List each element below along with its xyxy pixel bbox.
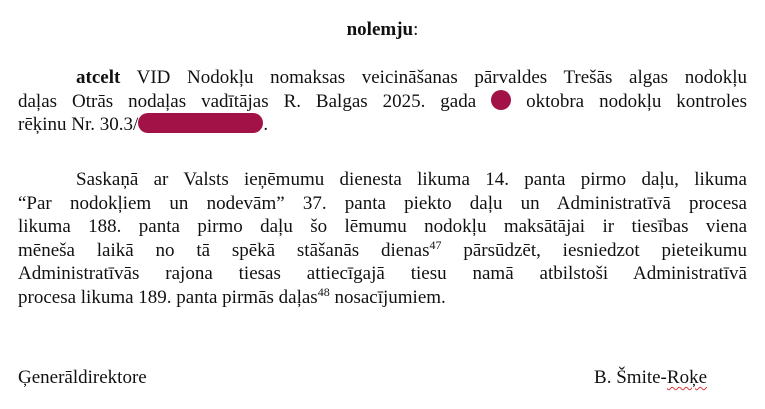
p2-line-6: procesa likuma 189. panta pirmās daļas$^{48}$ nosacījumiem. [18, 284, 446, 308]
p2-line-1: Saskaņā ar Valsts ieņēmumu dienesta likuma 14. panta pirmo daļu, likuma [76, 169, 747, 190]
p2-line-2: “Par nodokļiem un nodevām” 37. panta piekto daļu un Administratīvā procesa [18, 192, 747, 214]
footnote-ref-47: 47 [429, 237, 442, 252]
redaction-number-mark [138, 113, 263, 133]
p1-line-3: rēķinu Nr. 30.3/ . [18, 114, 269, 135]
appeal-paragraph [18, 168, 747, 309]
p1-line-2: daļas Otrās nodaļas vadītājas R. Balgas 2025. gada oktobra nodokļu kontroles [18, 90, 748, 112]
signatory-title: Ģenerāldirektore [18, 367, 147, 388]
spellcheck-flagged-word: Roķe [666, 367, 707, 388]
footnote-ref-48: 48 [317, 284, 330, 299]
decision-heading [0, 18, 765, 42]
p2-line-5: Administratīvās rajona tiesas attiecīgajā tiesu namā atbilstoši Administratīvā [18, 263, 747, 284]
p2-line-3: likuma 188. panta pirmo daļu šo lēmumu nodokļu maksātājai ir tiesības viena [18, 216, 747, 237]
redaction-date-mark [491, 90, 511, 110]
p2-line-4: mēneša laikā no tā spēkā stāšanās dienas$^{47}$ pārsūdzēt, iesniedzot pieteikumu [18, 237, 747, 261]
decision-paragraph [18, 66, 747, 137]
heading-bold: nolemju [346, 19, 414, 40]
signatory-name: B. Šmite-Roķe [594, 367, 707, 388]
decision-verb: atcelt [76, 67, 121, 88]
heading-colon: : [413, 19, 419, 40]
p1-line-1: atcelt VID Nodokļu nomaksas veicināšanas pārvaldes Trešās algas nodokļu [76, 67, 747, 88]
